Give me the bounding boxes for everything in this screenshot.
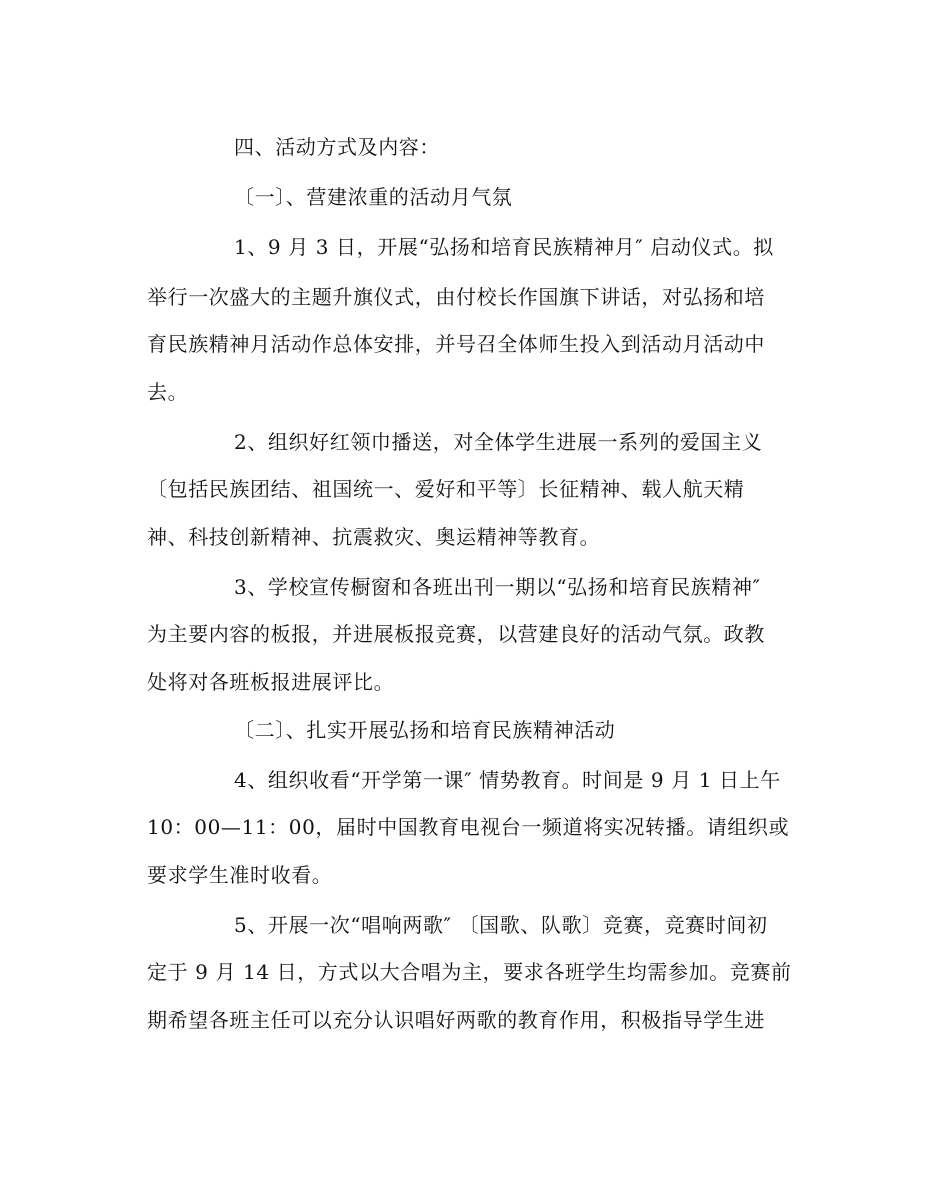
section-heading: 四、活动方式及内容： — [234, 135, 440, 159]
paragraph-line: 1、9 月 3 日，开展“弘扬和培育民族精神月″ 启动仪式。拟 — [234, 235, 774, 259]
paragraph-line: 2、组织好红领巾播送，对全体学生进展一系列的爱国主义 — [234, 430, 763, 454]
paragraph-line: 5、开展一次“唱响两歌″ 〔国歌、队歌〕竞赛，竞赛时间初 — [234, 913, 768, 937]
paragraph-line: 处将对各班板报进展评比。 — [147, 670, 395, 694]
paragraph-line: 要求学生准时收看。 — [147, 863, 333, 887]
paragraph-line: 育民族精神月活动作总体安排，并号召全体师生投入到活动月活动中 — [147, 332, 765, 356]
paragraph-line: 为主要内容的板报，并进展板报竞赛，以营建良好的活动气氛。政教 — [147, 622, 765, 646]
paragraph-line: 4、组织收看“开学第一课″ 情势教育。时间是 9 月 1 日上午 — [234, 768, 781, 792]
paragraph-line: 定于 9 月 14 日，方式以大合唱为主，要求各班学生均需参加。竞赛前 — [147, 960, 792, 984]
paragraph-line: 10：00—11：00，届时中国教育电视台一频道将实况转播。请组织或 — [147, 815, 790, 839]
paragraph-line: 3、学校宣传橱窗和各班出刊一期以“弘扬和培育民族精神″ — [234, 575, 761, 599]
paragraph-line: 去。 — [147, 380, 189, 404]
subsection-heading: 〔二〕、扎实开展弘扬和培育民族精神活动 — [234, 718, 616, 742]
paragraph-line: 期希望各班主任可以充分认识唱好两歌的教育作用，积极指导学生进 — [147, 1008, 765, 1032]
paragraph-line: 神、科技创新精神、抗震救灾、奥运精神等教育。 — [147, 525, 601, 549]
subsection-heading: 〔一〕、营建浓重的活动月气氛 — [234, 185, 513, 209]
paragraph-line: 举行一次盛大的主题升旗仪式，由付校长作国旗下讲话，对弘扬和培 — [147, 285, 765, 309]
paragraph-line: 〔包括民族团结、祖国统一、爱好和平等〕长征精神、载人航天精 — [147, 477, 745, 501]
